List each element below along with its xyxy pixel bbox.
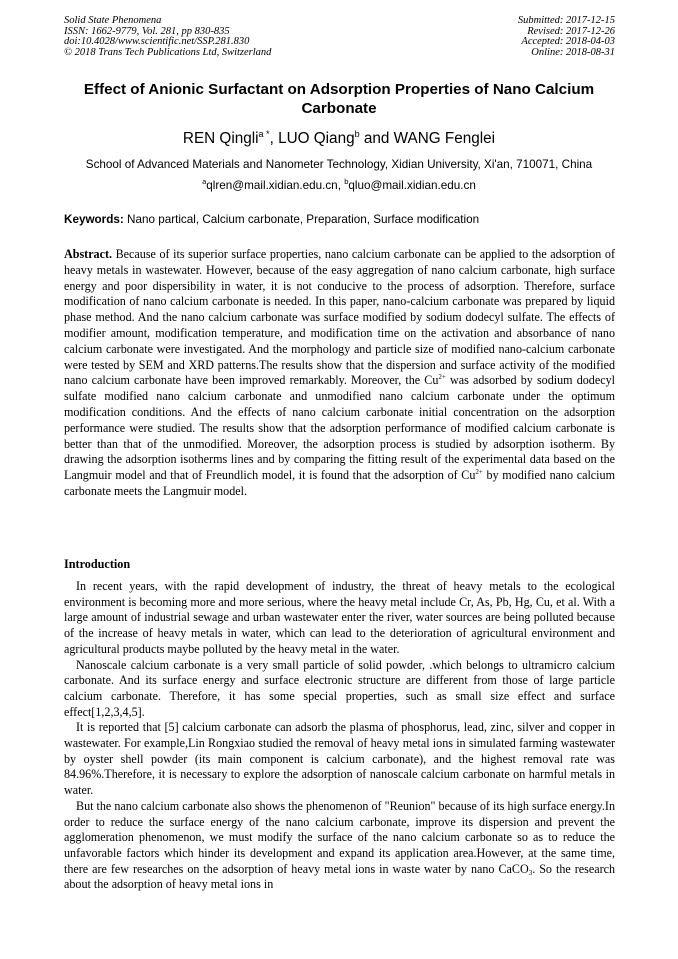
author-mark: a * <box>258 129 270 139</box>
paragraph-text: . So the research about the adsorption of heavy metal ions in <box>64 861 616 892</box>
paragraph: In recent years, with the rapid development of industry, the threat of heavy metals to the ecological environment is becoming more and more serious, where the heavy metal include Cr, As, Pb, Hg, Cu, et al. With a large amount of industrial sewage and urban wastewater enter the river, water sources are being polluted because of the increase of heavy metals in water, which can lead to the deterioration of agricultural environment and agricultural products maybe polluted by the heavy metal in the water. <box>64 579 615 656</box>
date-accepted: Accepted: 2018-04-03 <box>521 36 615 48</box>
keywords-text: Nano partical, Calcium carbonate, Preparation, Surface modification <box>123 213 480 226</box>
affiliation: School of Advanced Materials and Nanometer Technology, Xidian University, Xi'an, 710071, China <box>85 158 593 171</box>
journal-doi: doi:10.4028/www.scientific.net/SSP.281.830 <box>64 36 250 48</box>
date-revised: Revised: 2017-12-26 <box>527 25 615 37</box>
ion-charge: 2+ <box>475 468 483 477</box>
abstract-text: Because of its superior surface properties, nano calcium carbonate can be applied to the adsorption of heavy metals in wastewater. However, because of the easy aggregation of nano calcium carbonate, high surface energy and poor dispersibility in water, it is not conducive to the process of adsorption. Therefore, surface modification of nano calcium carbonate is needed. In this paper, nano-calcium carbonate was prepared by liquid phase method. And the nano calcium carbonate was surface modified by sodium dodecyl sulfate. The effects of modifier amount, modification temperature, and modification time on the activation and absorbance of nano calcium carbonate were investigated. And the morphology and particle size of modified nano-calcium carbonate were tested by SEM and XRD patterns.The results show that the dispersion and surface activity of the modified nano calcium carbonate have been improved remarkably. Moreover, the <box>64 247 615 388</box>
paragraph: It is reported that [5] calcium carbonate can adsorb the plasma of phosphorus, lead, zinc, silver and copper in wastewater. For example,Lin Rongxiao studied the removal of heavy metal ions in simulated farming wastewater by oyster shell powder (its main component is calcium carbonate), and the highest removal rate was 84.96%.Therefore, it is necessary to explore the adsorption of nanoscale calcium carbonate on harmful metals in water. <box>64 720 615 798</box>
section-heading-introduction: Introduction <box>64 557 131 571</box>
email-link[interactable]: qluo@mail.xidian.edu.cn <box>348 179 476 192</box>
author-name: LUO Qiang <box>278 130 355 147</box>
author-name: REN Qingli <box>182 130 259 147</box>
author-mark: b <box>354 129 360 139</box>
email-mark: b <box>344 177 349 186</box>
paper-title: Effect of Anionic Surfactant on Adsorption Properties of Nano Calcium Carbonate <box>83 81 595 117</box>
author-list <box>0 130 678 148</box>
ion-symbol: Cu <box>461 468 476 483</box>
keywords <box>64 212 616 227</box>
abstract-text: by modified nano calcium carbonate meets the Langmuir model. <box>64 468 615 498</box>
date-online: Online: 2018-08-31 <box>531 46 615 58</box>
journal-info <box>64 16 271 58</box>
journal-name: Solid State Phenomena <box>64 15 162 26</box>
introduction-body <box>64 579 615 893</box>
formula-base: CaCO <box>498 861 529 876</box>
abstract <box>64 247 615 500</box>
ion-symbol: Cu <box>424 373 439 388</box>
journal-copyright: © 2018 Trans Tech Publications Ltd, Switzerland <box>64 46 272 58</box>
author-emails <box>0 178 678 193</box>
submission-dates <box>518 16 615 58</box>
paragraph <box>64 799 615 893</box>
author-name: WANG Fenglei <box>393 130 496 147</box>
keywords-label: Keywords: <box>64 213 124 226</box>
abstract-label: Abstract. <box>64 247 113 261</box>
paragraph: Nanoscale calcium carbonate is a very small particle of solid powder, .which belongs to ultramicro calcium carbonate. And its surface energy and surface electronic structure are different from those of large particle calcium carbonate. Therefore, it has some special properties, such as small size effect and surface effect[1,2,3,4,5]. <box>64 657 615 719</box>
journal-issn: ISSN: 1662-9779, Vol. 281, pp 830-835 <box>64 25 230 37</box>
abstract-text: was adsorbed by sodium dodecyl sulfate modified nano calcium carbonate and unmodified nano calcium carbonate under the optimum modification conditions. And the effects of nano calcium carbonate initial concentration on the adsorption performance were studied. The results show that the adsorption performance of modified calcium carbonate is better than that of the unmodified. Moreover, the adsorption process is studied by adsorption isotherm. By drawing the adsorption isotherms lines and by comparing the fitting result of the experimental data based on the Langmuir model and that of Freundlich model, it is found that the adsorption of <box>64 373 615 483</box>
paragraph-text: But the nano calcium carbonate also shows the phenomenon of "Reunion" because of its high surface energy.In order to reduce the surface energy of the nano calcium carbonate, improve its dispersion and prevent the agglomeration phenomenon, we must modify the surface of the nano calcium carbonate so as to reduce the unfavorable factors which hinder its development and expand its application area.However, at the same time, there are few researches on the adsorption of heavy metal ions in waste water by nano <box>64 798 615 876</box>
ion-charge: 2+ <box>438 373 446 382</box>
email-link[interactable]: qlren@mail.xidian.edu.cn <box>206 179 338 192</box>
author-separator: and <box>359 130 394 147</box>
email-separator: , <box>337 179 345 192</box>
date-submitted: Submitted: 2017-12-15 <box>517 15 615 26</box>
email-mark: a <box>202 177 207 186</box>
formula-subscript: 3 <box>528 868 533 877</box>
author-separator: , <box>269 130 279 147</box>
